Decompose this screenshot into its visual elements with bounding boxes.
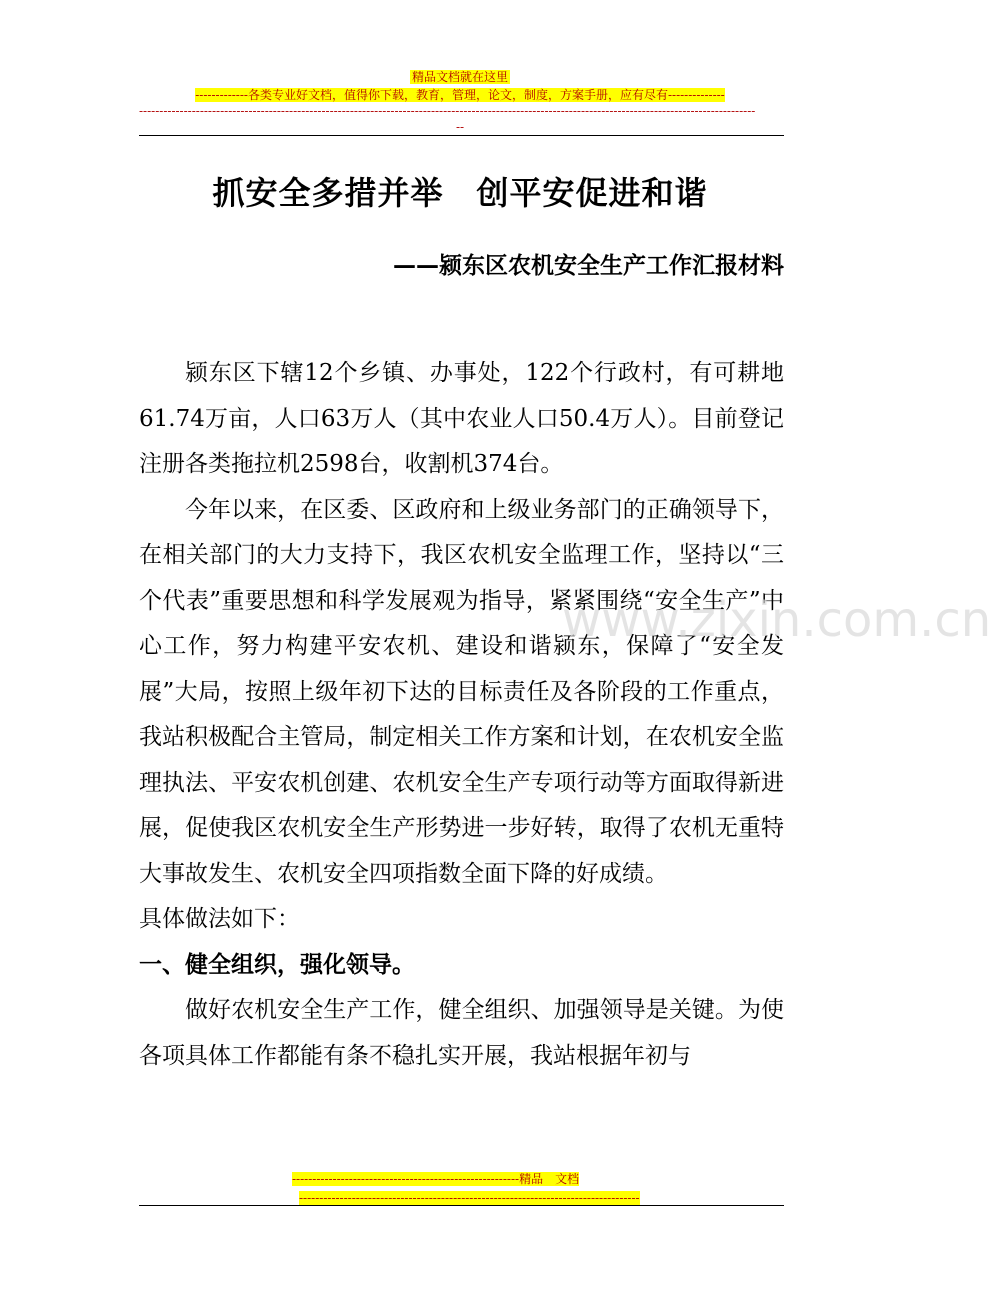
document-subtitle: ——颍东区农机安全生产工作汇报材料: [393, 253, 784, 279]
watermark-text: www.zixin.com.cn: [562, 592, 991, 648]
section-1-text: 做好农机安全生产工作，健全组织、加强领导是关键。为使各项具体工作都能有条不稳扎实开展，我站根据年初与: [139, 997, 784, 1069]
footer-dash-line: ------------------------------------------------------------------------------------: [299, 1191, 640, 1205]
paragraph-lead: 具体做法如下：: [139, 906, 300, 932]
footer-rule: [139, 1205, 784, 1206]
header-dash-tail: --: [455, 120, 465, 134]
document-body: [139, 351, 784, 1079]
header-banner-title: 精品文档就在这里: [411, 70, 508, 84]
header-banner-slogan: -------------各类专业好文档，值得你下载，教育，管理，论文，制度，方案手册，应有尽有--------------: [195, 88, 725, 102]
section-heading-1: 一、健全组织，强化领导。: [139, 951, 415, 978]
paragraph-overview: 颍东区下辖12个乡镇、办事处，122个行政村，有可耕地61.74万亩，人口63万人（其中农业人口50.4万人）。目前登记注册各类拖拉机2598台，收割机374台。: [139, 360, 784, 477]
document-title: 抓安全多措并举 创平安促进和谐: [212, 174, 708, 212]
footer-banner: --------------------------------------------------------精品 文档: [292, 1172, 580, 1186]
header-rule: [139, 135, 784, 136]
paragraph-achievements: 今年以来，在区委、区政府和上级业务部门的正确领导下，在相关部门的大力支持下，我区农机安全监理工作，坚持以“三个代表”重要思想和科学发展观为指导，紧紧围绕“安全生产”中心工作，努力构建平安农机、建设和谐颍东，保障了“安全发展”大局，按照上级年初下达的目标责任及各阶段的工作重点，我站积极配合主管局，制定相关工作方案和计划，在农机安全监理执法、平安农机创建、农机安全生产专项行动等方面取得新进展，促使我区农机安全生产形势进一步好转，取得了农机无重特大事故发生、农机安全四项指数全面下降的好成绩。: [139, 496, 784, 887]
header-dash-line: --------------------------------------------------------------------------------------------------------------------------------------------------------: [139, 104, 756, 118]
